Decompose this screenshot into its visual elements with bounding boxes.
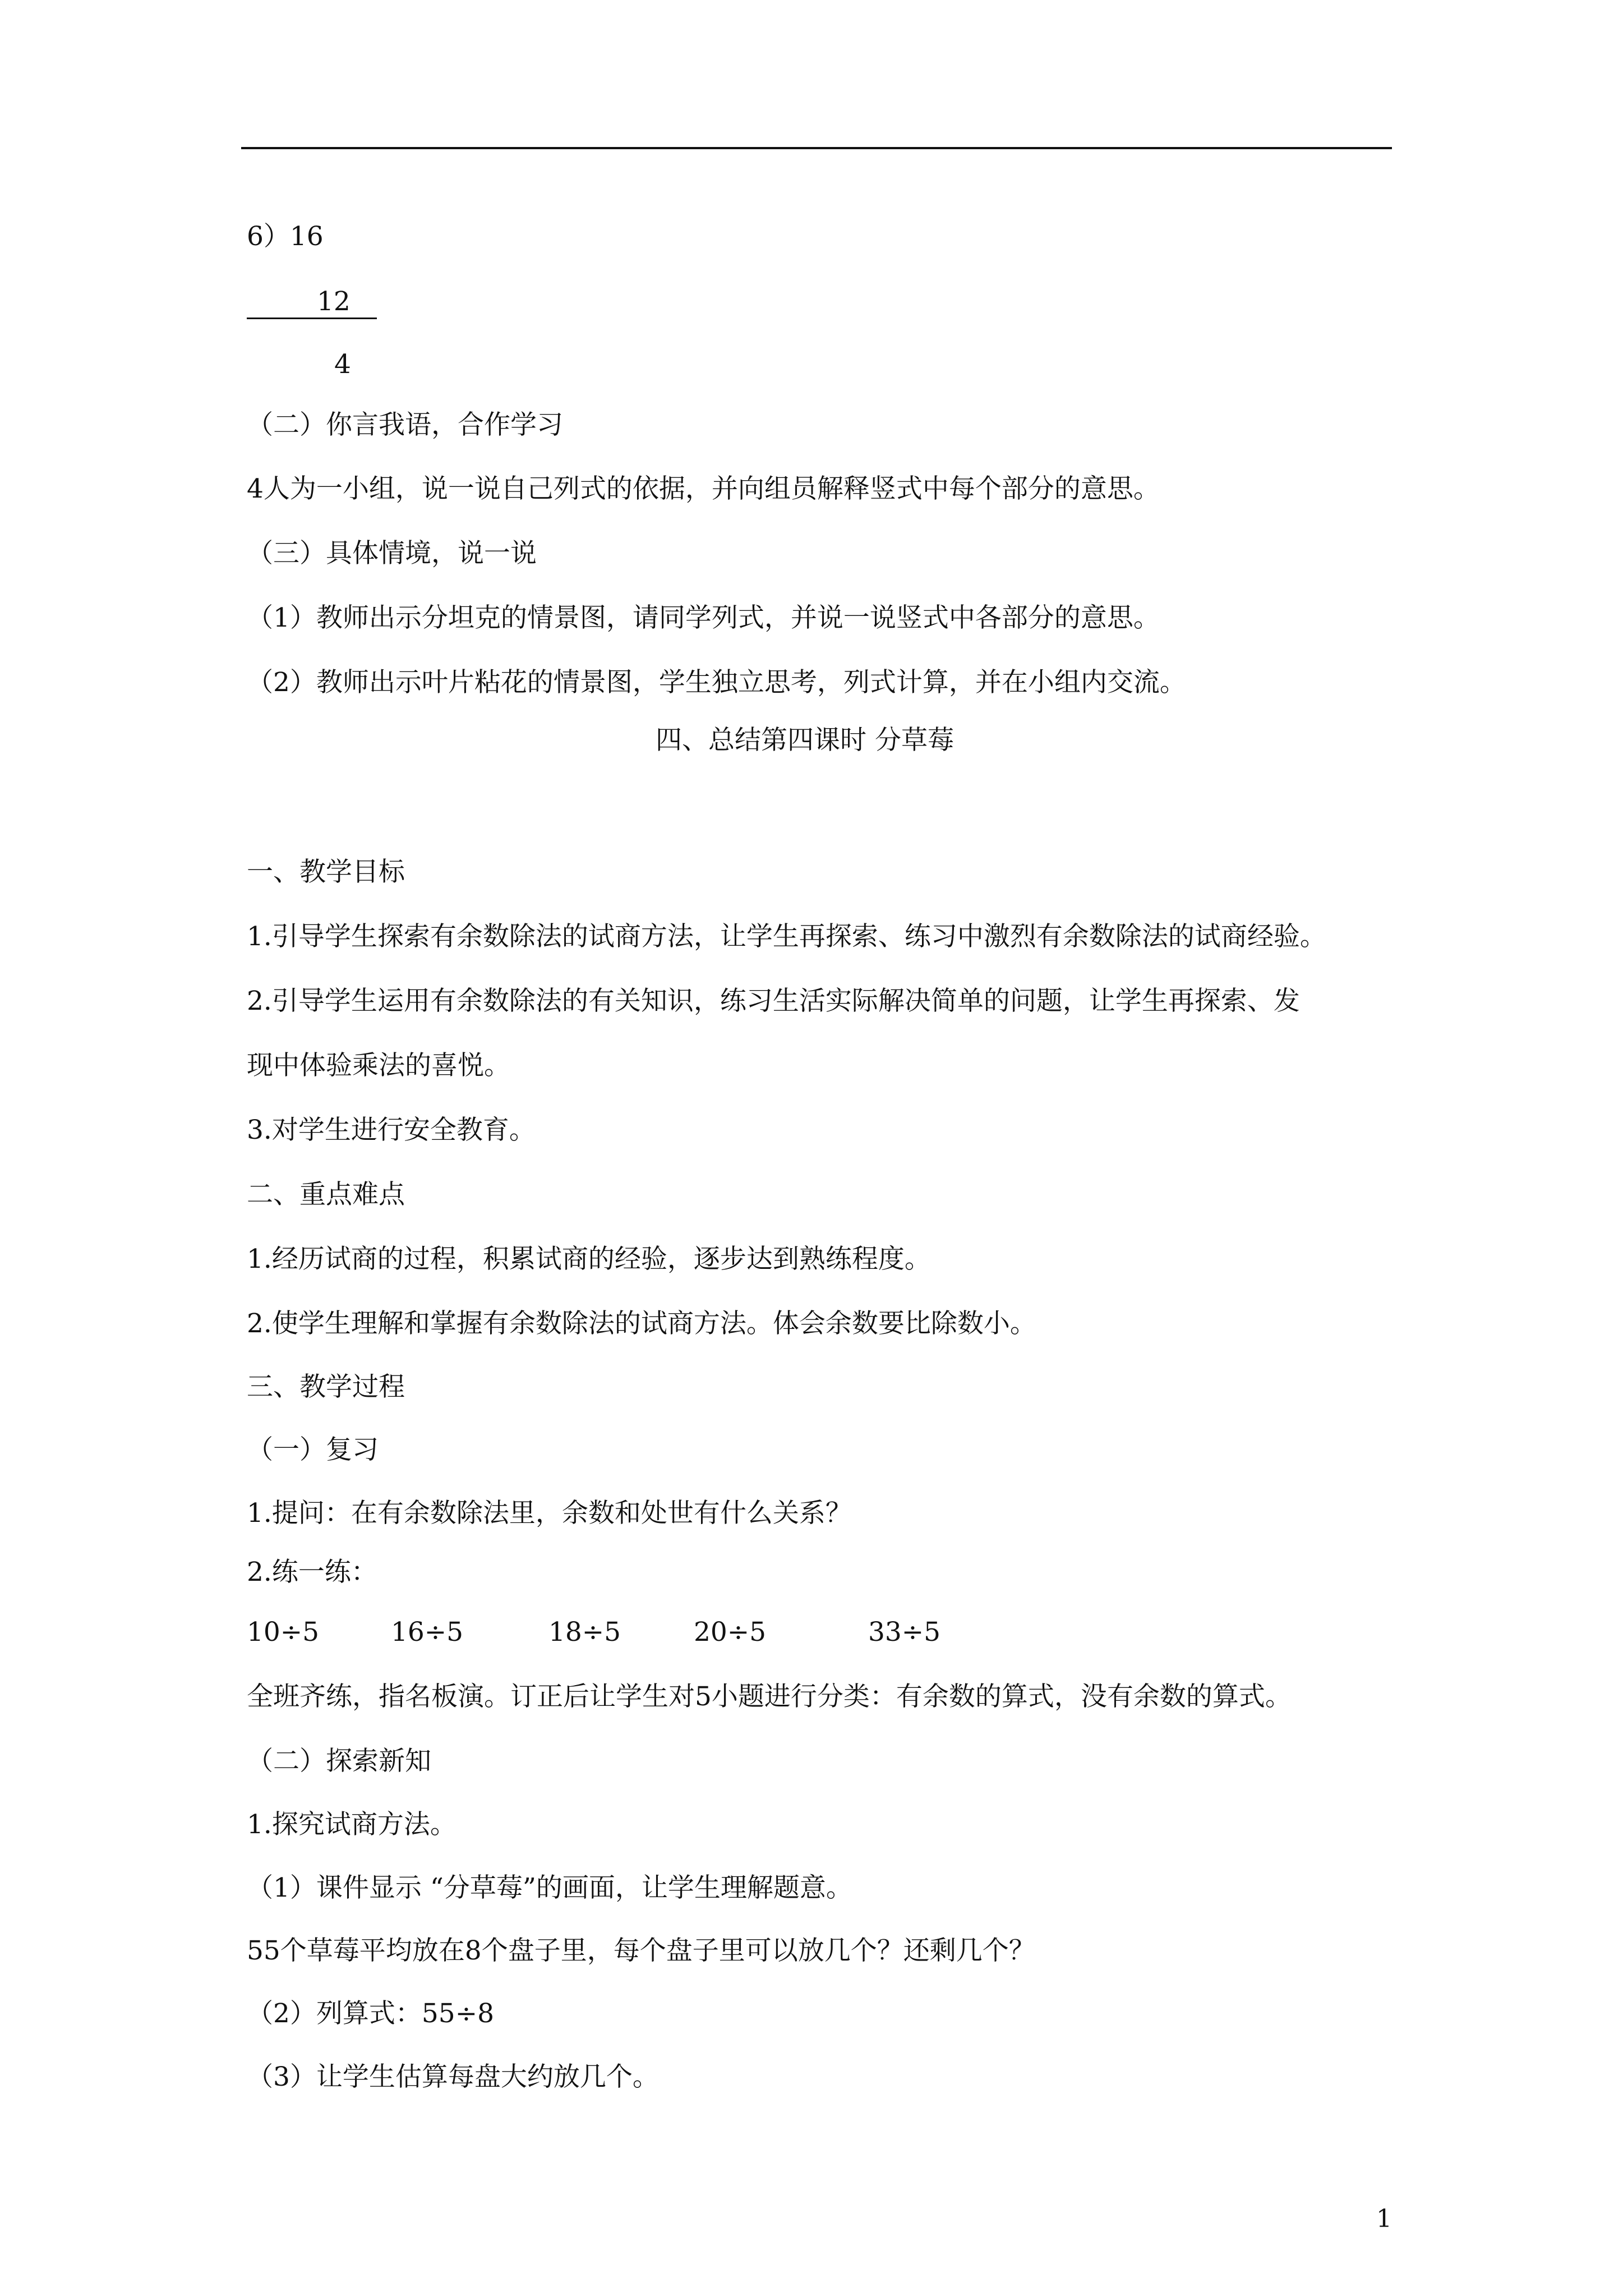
paragraph: 1.引导学生探索有余数除法的试商方法，让学生再探索、练习中激烈有余数除法的试商经验。: [247, 921, 1326, 952]
section-heading: 三、教学过程: [247, 1372, 405, 1402]
paragraph: 1.经历试商的过程，积累试商的经验，逐步达到熟练程度。: [247, 1244, 931, 1274]
paragraph: 4人为一小组，说一说自己列式的依据，并向组员解释竖式中每个部分的意思。: [247, 473, 1160, 504]
paragraph: （1）教师出示分坦克的情景图，请同学列式，并说一说竖式中各部分的意思。: [247, 602, 1160, 633]
section-heading: （一）复习: [247, 1434, 379, 1465]
lesson-title: 四、总结第四课时 分草莓: [656, 725, 954, 756]
paragraph: 现中体验乘法的喜悦。: [247, 1050, 510, 1081]
exercise-item: 10÷5: [247, 1617, 320, 1648]
page-number: 1: [1376, 2205, 1392, 2233]
exercise-item: 16÷5: [391, 1617, 464, 1648]
section-heading: （三）具体情境，说一说: [247, 538, 537, 569]
exercise-item: 18÷5: [548, 1617, 621, 1648]
paragraph: 2.使学生理解和掌握有余数除法的试商方法。体会余数要比除数小。: [247, 1308, 1036, 1339]
paragraph: 3.对学生进行安全教育。: [247, 1115, 536, 1145]
section-heading: 一、教学目标: [247, 857, 405, 887]
paragraph: 全班齐练，指名板演。订正后让学生对5小题进行分类：有余数的算式，没有余数的算式。: [247, 1681, 1292, 1712]
section-heading: （二）探索新知: [247, 1746, 431, 1777]
paragraph: （2）教师出示叶片粘花的情景图，学生独立思考，列式计算，并在小组内交流。: [247, 667, 1186, 698]
paragraph: 55个草莓平均放在8个盘子里，每个盘子里可以放几个？还剩几个？: [247, 1935, 1035, 1966]
paragraph: 1.探究试商方法。: [247, 1809, 457, 1840]
paragraph: 1.提问：在有余数除法里，余数和处世有什么关系？: [247, 1498, 852, 1529]
division-subtrahend: 12: [247, 286, 377, 319]
section-heading: 二、重点难点: [247, 1179, 405, 1210]
paragraph: 2.引导学生运用有余数除法的有关知识，练习生活实际解决简单的问题，让学生再探索、发: [247, 986, 1300, 1016]
exercise-item: 33÷5: [868, 1617, 941, 1648]
section-heading: （二）你言我语，合作学习: [247, 409, 563, 440]
paragraph: 2.练一练：: [247, 1557, 377, 1588]
header-rule: [241, 147, 1392, 149]
division-remainder: 4: [334, 349, 351, 380]
exercise-item: 20÷5: [694, 1617, 767, 1648]
paragraph: （1）课件显示 “分草莓”的画面，让学生理解题意。: [247, 1872, 852, 1903]
division-dividend-line: 6）16: [247, 221, 324, 252]
paragraph: （3）让学生估算每盘大约放几个。: [247, 2062, 659, 2092]
paragraph: （2）列算式：55÷8: [247, 1998, 494, 2029]
